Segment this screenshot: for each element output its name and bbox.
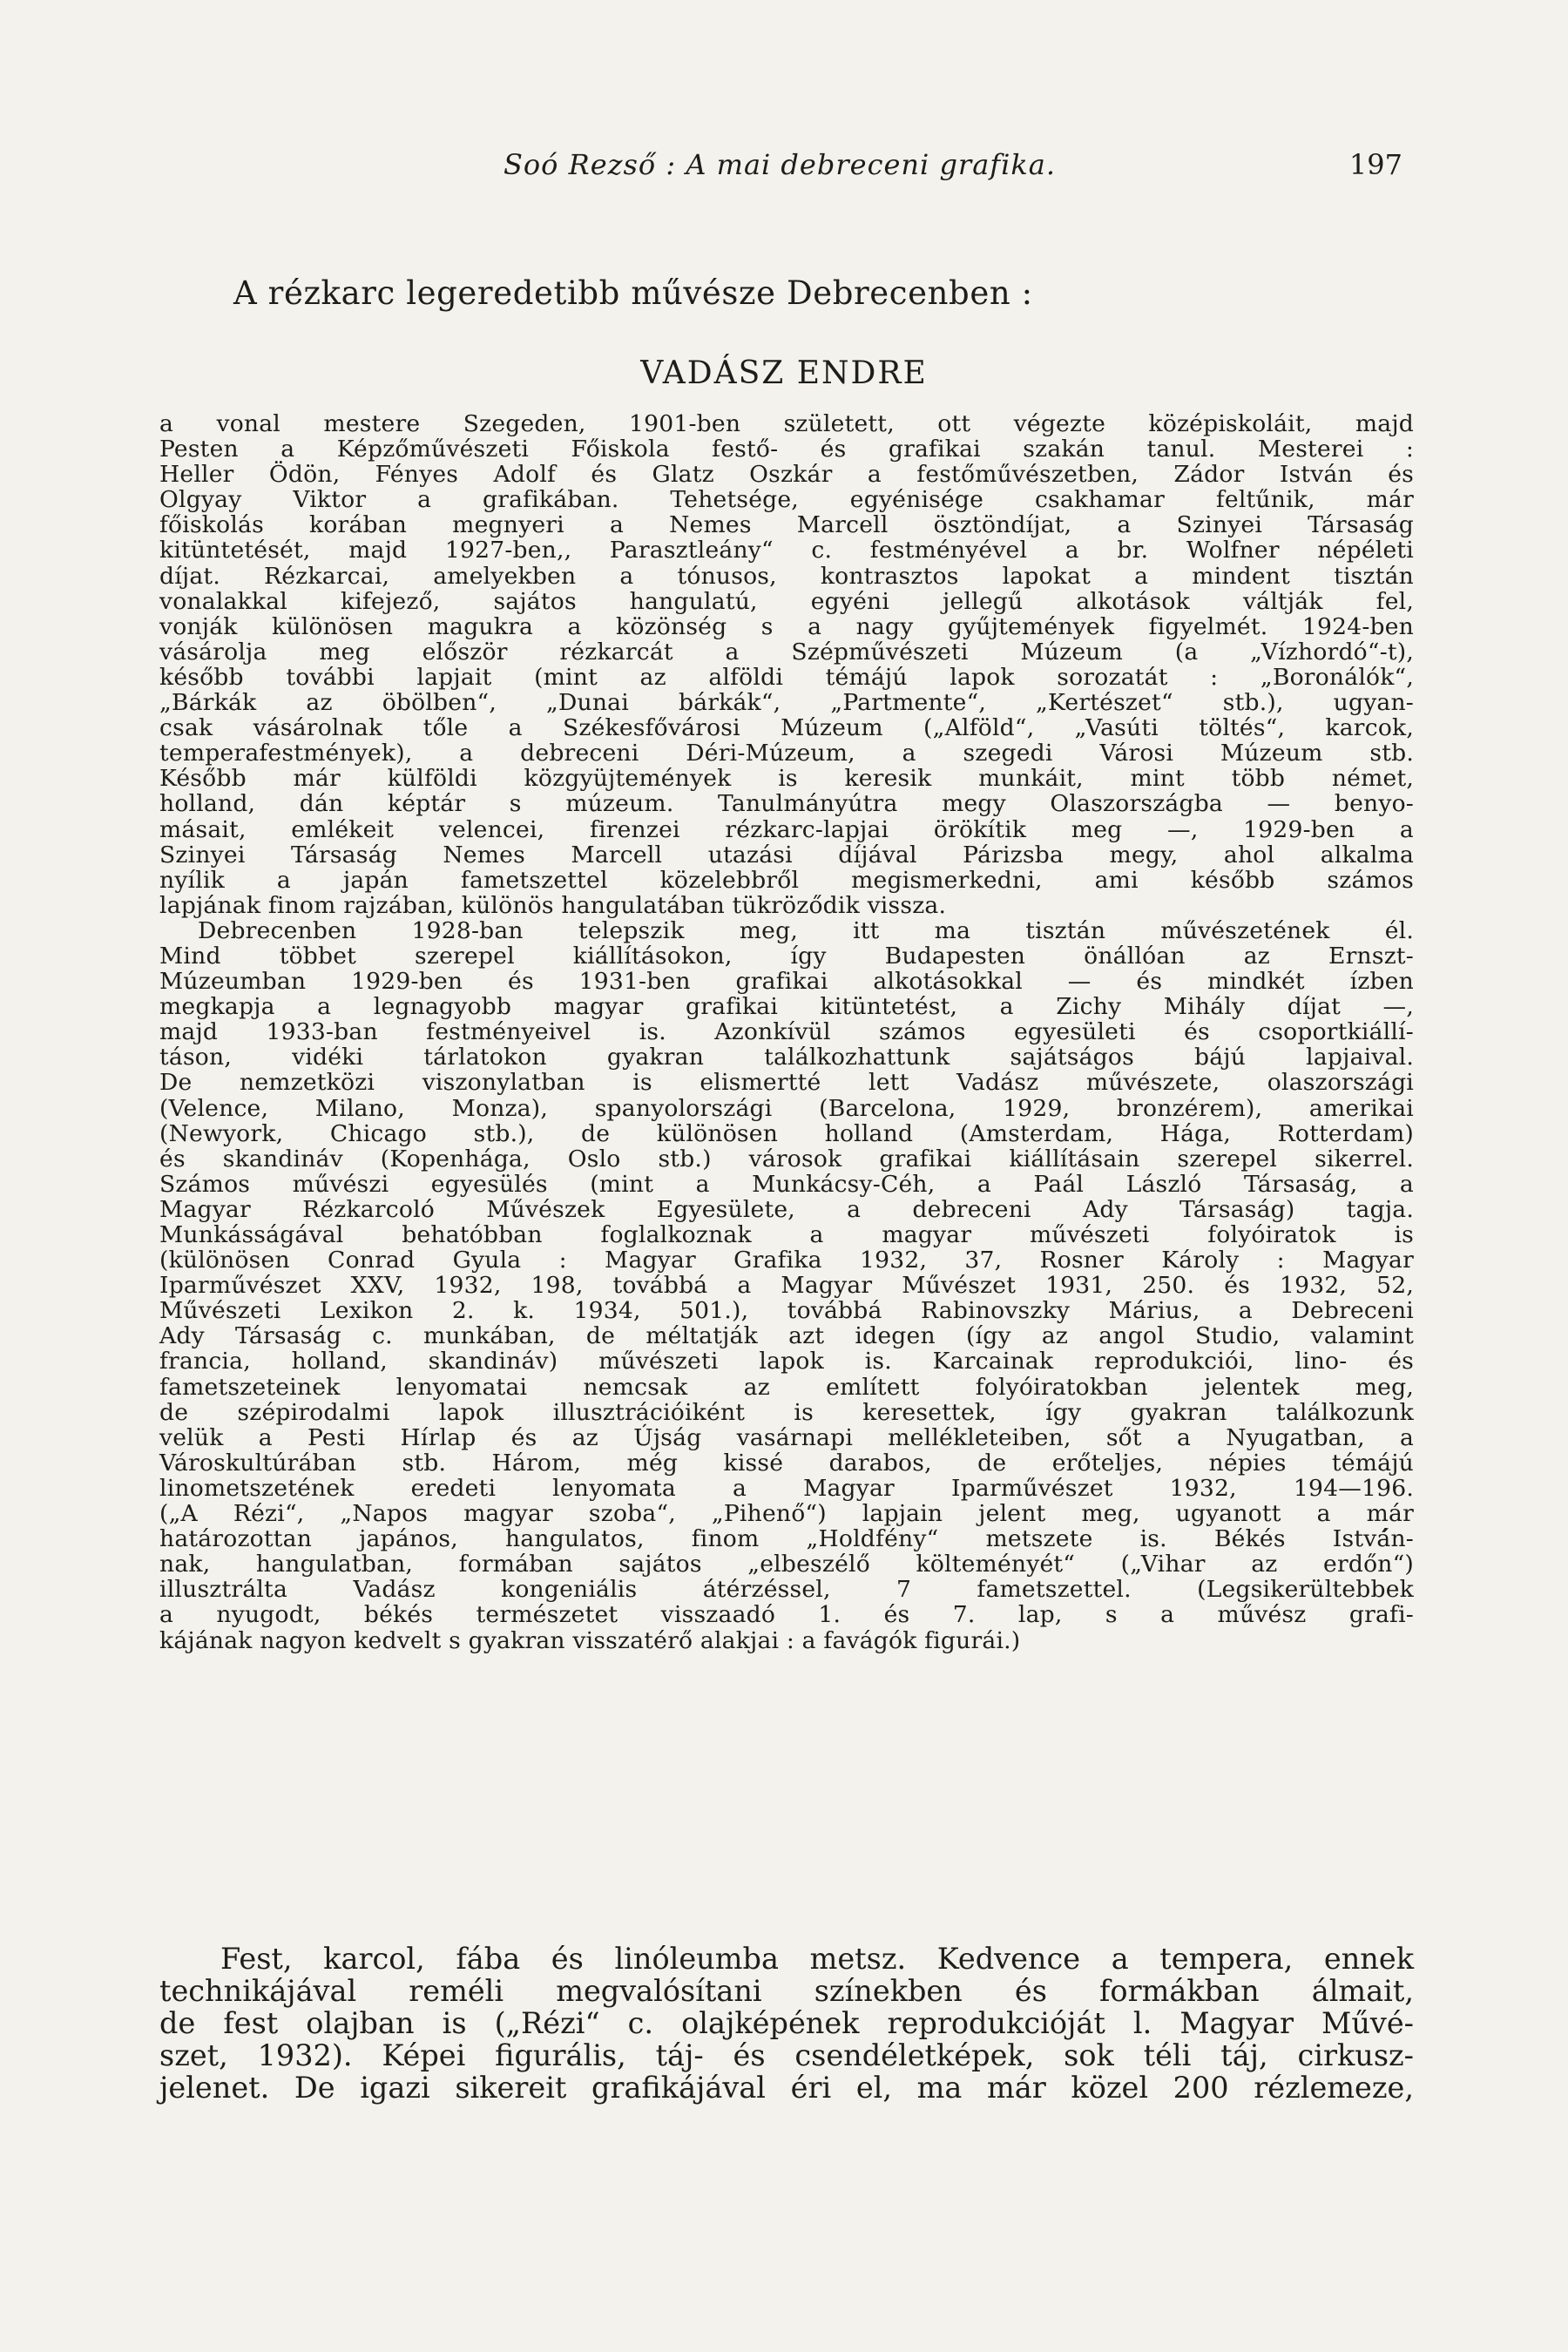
body-line: főiskolás korában megnyeri a Nemes Marcell ösztöndíjat, a Szinyei Társaság bbox=[159, 511, 1414, 539]
body-line: Később már külföldi közgyüjtemények is keresik munkáit, mint több német, bbox=[159, 765, 1414, 793]
body-line: Szinyei Társaság Nemes Marcell utazási díjával Párizsba megy, ahol alkalma bbox=[159, 841, 1414, 868]
body-line: (Newyork, Chicago stb.), de különösen holland (Amsterdam, Hága, Rotterdam) bbox=[159, 1119, 1414, 1147]
large-line: szet, 1932). Képei figurális, táj- és csendéletképek, sok téli táj, cirkusz- bbox=[159, 2038, 1414, 2072]
body-line: vonják különösen magukra a közönség s a nagy gyűjtemények figyelmét. 1924-ben bbox=[159, 612, 1414, 640]
body-line: másait, emlékeit velencei, firenzei rézkarc-lapjai örökítik meg —, 1929-ben a bbox=[159, 815, 1414, 843]
body-line: díjat. Rézkarcai, amelyekben a tónusos, kontrasztos lapokat a mindent tisztán bbox=[159, 562, 1414, 590]
body-line: Számos művészi egyesülés (mint a Munkácsy-Céh, a Paál László Társaság, a bbox=[159, 1170, 1414, 1198]
body-line: Heller Ödön, Fényes Adolf és Glatz Oszkár a festőművészetben, Zádor István és bbox=[159, 461, 1414, 489]
large-line: technikájával reméli megvalósítani színekben és formákban álmait, bbox=[159, 1974, 1414, 2008]
body-line: holland, dán képtár s múzeum. Tanulmányútra megy Olaszországba — benyo- bbox=[159, 790, 1414, 818]
body-line: de szépirodalmi lapok illusztrációiként is keresettek, így gyakran találkozunk bbox=[159, 1398, 1414, 1426]
body-line: Mind többet szerepel kiállításokon, így Budapesten önállóan az Ernszt- bbox=[159, 942, 1414, 970]
body-line: majd 1933-ban festményeivel is. Azonkívül számos egyesületi és csoportkiállí- bbox=[159, 1018, 1414, 1046]
body-line: csak vásárolnak tőle a Székesfővárosi Múzeum („Alföld“, „Vasúti töltés“, karcok, bbox=[159, 714, 1414, 742]
body-line: nak, hangulatban, formában sajátos „elbeszélő költeményét“ („Vihar az erdőn“) bbox=[159, 1551, 1414, 1578]
large-paragraph bbox=[159, 1943, 1414, 2104]
body-line: Iparművészet XXV, 1932, 198, továbbá a Magyar Művészet 1931, 250. és 1932, 52, bbox=[159, 1272, 1414, 1300]
body-line: táson, vidéki tárlatokon gyakran találkozhattunk sajátságos bájú lapjaival. bbox=[159, 1044, 1414, 1071]
body-line: kitüntetését, majd 1927-ben,, Parasztleány“ c. festményével a br. Wolfner népéleti bbox=[159, 537, 1414, 564]
body-line: vonalakkal kifejező, sajátos hangulatú, egyéni jellegű alkotások váltják fel, bbox=[159, 587, 1414, 615]
body-line: linometszetének eredeti lenyomata a Magyar Iparművészet 1932, 194—196. bbox=[159, 1474, 1414, 1502]
body-line: (Velence, Milano, Monza), spanyolországi (Barcelona, 1929, bronzérem), amerikai bbox=[159, 1094, 1414, 1122]
body-line: De nemzetközi viszonylatban is elismertté lett Vadász művészete, olaszországi bbox=[159, 1069, 1414, 1097]
body-line: illusztrálta Vadász kongeniális átérzéssel, 7 fametszettel. (Legsikerültebbek bbox=[159, 1576, 1414, 1604]
running-header bbox=[157, 148, 1402, 192]
intro-line: A rézkarc legeredetibb művésze Debrecenben : bbox=[233, 274, 1033, 312]
body-line: a vonal mestere Szegeden, 1901-ben született, ott végezte középiskoláit, majd bbox=[159, 410, 1414, 437]
body-line: francia, holland, skandináv) művészeti lapok is. Karcainak reprodukciói, lino- és bbox=[159, 1348, 1414, 1375]
large-line: Fest, karcol, fába és linóleumba metsz. Kedvence a tempera, ennek bbox=[220, 1942, 1414, 1976]
body-line: nyílik a japán fametszettel közelebbről megismerkedni, ami később számos bbox=[159, 866, 1414, 894]
body-line: később további lapjait (mint az alföldi témájú lapok sorozatát : „Boronálók“, bbox=[159, 663, 1414, 691]
body-line: Múzeumban 1929-ben és 1931-ben grafikai alkotásokkal — és mindkét ízben bbox=[159, 968, 1414, 996]
artist-heading: VADÁSZ ENDRE bbox=[640, 355, 928, 391]
page-number: 197 bbox=[1348, 148, 1402, 181]
body-line: Munkásságával behatóbban foglalkoznak a magyar művészeti folyóiratok is bbox=[159, 1221, 1414, 1248]
body-text bbox=[159, 411, 1414, 1653]
body-line: Debrecenben 1928-ban telepszik meg, itt ma tisztán művészetének él. bbox=[198, 916, 1414, 944]
body-line: „Bárkák az öbölben“, „Dunai bárkák“, „Partmente“, „Kertészet“ stb.), ugyan- bbox=[159, 689, 1414, 717]
body-line: fametszeteinek lenyomatai nemcsak az említett folyóiratokban jelentek meg, bbox=[159, 1373, 1414, 1401]
body-line: lapjának finom rajzában, különös hangulatában tükröződik vissza. bbox=[159, 891, 947, 919]
body-line: kájának nagyon kedvelt s gyakran visszatérő alakjai : a favágók figurái.) bbox=[159, 1626, 1021, 1654]
body-line: Ady Társaság c. munkában, de méltatják azt idegen (így az angol Studio, valamint bbox=[159, 1322, 1414, 1350]
body-line: a nyugodt, békés természetet visszaadó 1. és 7. lap, s a művész grafi- bbox=[159, 1601, 1414, 1629]
body-line: („A Rézi“, „Napos magyar szoba“, „Pihenő“) lapjain jelent meg, ugyanott a már bbox=[159, 1500, 1414, 1528]
body-line: Városkultúrában stb. Három, még kissé darabos, de erőteljes, népies témájú bbox=[159, 1449, 1414, 1477]
body-line: Művészeti Lexikon 2. k. 1934, 501.), továbbá Rabinovszky Márius, a Debreceni bbox=[159, 1297, 1414, 1325]
body-line: velük a Pesti Hírlap és az Újság vasárnapi mellékleteiben, sőt a Nyugatban, a bbox=[159, 1423, 1414, 1451]
body-line: Magyar Rézkarcoló Művészek Egyesülete, a debreceni Ady Társaság) tagja. bbox=[159, 1195, 1414, 1223]
body-line: temperafestmények), a debreceni Déri-Múzeum, a szegedi Városi Múzeum stb. bbox=[159, 740, 1414, 767]
body-line: Pesten a Képzőművészeti Főiskola festő- és grafikai szakán tanul. Mesterei : bbox=[159, 436, 1414, 463]
body-line: megkapja a legnagyobb magyar grafikai kitüntetést, a Zichy Mihály díjat —, bbox=[159, 993, 1414, 1021]
large-line: jelenet. De igazi sikereit grafikájával éri el, ma már közel 200 rézlemeze, bbox=[159, 2071, 1414, 2105]
large-line: de fest olajban is („Rézi“ c. olajképének reprodukcióját l. Magyar Művé- bbox=[159, 2006, 1414, 2040]
body-line: Olgyay Viktor a grafikában. Tehetsége, egyénisége csakhamar feltűnik, már bbox=[159, 486, 1414, 514]
body-line: és skandináv (Kopenhága, Oslo stb.) városok grafikai kiállításain szerepel sikerrel. bbox=[159, 1145, 1414, 1173]
body-line: vásárolja meg először rézkarcát a Szépművészeti Múzeum (a „Vízhordó“-t), bbox=[159, 638, 1414, 666]
running-title: Soó Rezső : A mai debreceni grafika. bbox=[503, 148, 1057, 181]
body-line: (különösen Conrad Gyula : Magyar Grafika 1932, 37, Rosner Károly : Magyar bbox=[159, 1247, 1414, 1274]
body-line: határozottan japános, hangulatos, finom „Holdfény“ metszete is. Békés Istvá́n- bbox=[159, 1525, 1414, 1553]
